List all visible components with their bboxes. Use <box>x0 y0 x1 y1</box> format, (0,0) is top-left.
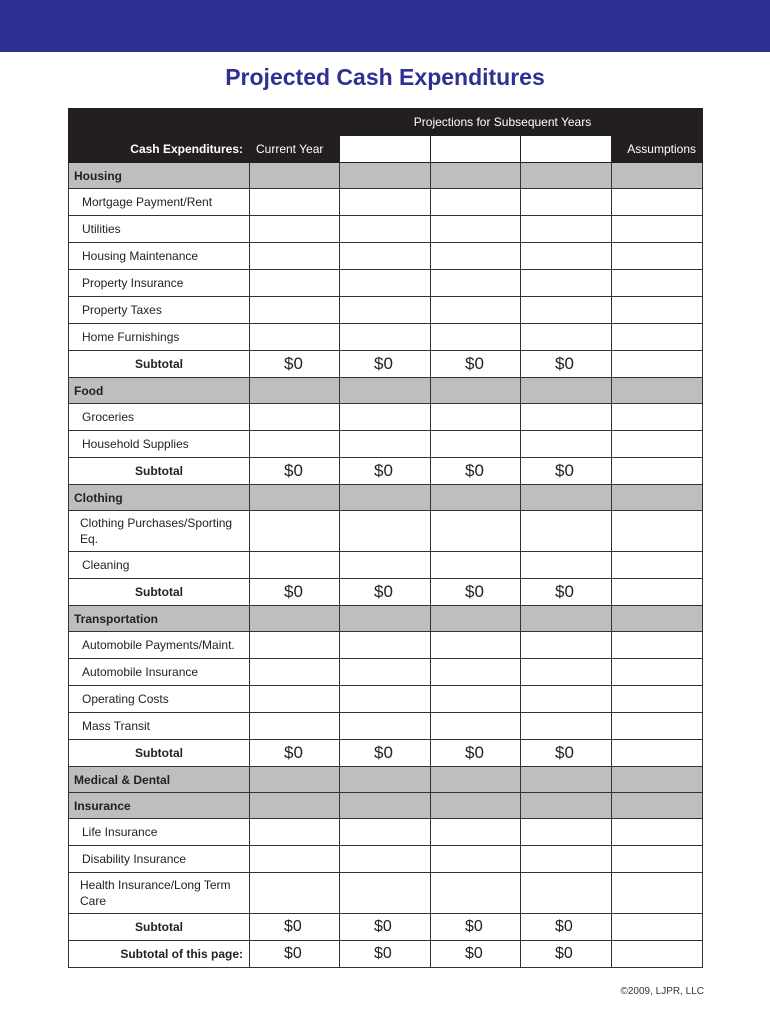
table-row <box>69 324 703 351</box>
table-row <box>69 270 703 297</box>
table-row <box>69 216 703 243</box>
subtotal-value: $0 <box>521 458 612 485</box>
section-label: Housing <box>69 163 250 189</box>
row-label: Life Insurance <box>69 819 250 846</box>
year-4-input[interactable] <box>521 136 612 163</box>
section-transportation <box>69 606 703 632</box>
assumptions-header: Assumptions <box>612 136 703 163</box>
subtotal-value: $0 <box>340 458 431 485</box>
page-subtotal-value: $0 <box>431 941 521 968</box>
cash-expenditures-header: Cash Expenditures: <box>69 136 250 163</box>
table-row <box>69 819 703 846</box>
copyright-notice: ©2009, LJPR, LLC <box>620 986 704 997</box>
table-row <box>69 189 703 216</box>
section-label: Insurance <box>69 793 250 819</box>
table-row <box>69 873 703 914</box>
table-row <box>69 297 703 324</box>
subtotal-value: $0 <box>521 351 612 378</box>
section-label: Food <box>69 378 250 404</box>
subtotal-value: $0 <box>250 740 340 767</box>
section-insurance <box>69 793 703 819</box>
section-clothing <box>69 485 703 511</box>
current-year-header: Current Year <box>250 136 340 163</box>
row-label: Household Supplies <box>69 431 250 458</box>
subtotal-value: $0 <box>250 579 340 606</box>
subtotal-value: $0 <box>431 914 521 941</box>
table-row <box>69 243 703 270</box>
expenditures-table <box>68 108 703 968</box>
row-label: Housing Maintenance <box>69 243 250 270</box>
row-label: Automobile Payments/Maint. <box>69 632 250 659</box>
subtotal-value: $0 <box>340 740 431 767</box>
subtotal-value: $0 <box>431 458 521 485</box>
subtotal-value: $0 <box>250 458 340 485</box>
page-subtotal-row <box>69 941 703 968</box>
table-row <box>69 404 703 431</box>
row-label: Health Insurance/Long Term Care <box>69 873 250 914</box>
section-label: Transportation <box>69 606 250 632</box>
top-banner <box>0 0 770 52</box>
row-label: Cleaning <box>69 552 250 579</box>
page-subtotal-label: Subtotal of this page: <box>69 941 250 968</box>
row-label: Mortgage Payment/Rent <box>69 189 250 216</box>
subtotal-label: Subtotal <box>69 914 250 941</box>
year-3-input[interactable] <box>431 136 521 163</box>
subtotal-value: $0 <box>340 579 431 606</box>
row-label: Groceries <box>69 404 250 431</box>
subtotal-value: $0 <box>250 351 340 378</box>
header-row-projections <box>69 109 703 136</box>
subtotal-row-transportation <box>69 740 703 767</box>
header-row-columns <box>69 136 703 163</box>
section-label: Clothing <box>69 485 250 511</box>
subtotal-row-clothing <box>69 579 703 606</box>
subtotal-value: $0 <box>521 914 612 941</box>
page-subtotal-value: $0 <box>250 941 340 968</box>
row-label: Automobile Insurance <box>69 659 250 686</box>
row-label: Disability Insurance <box>69 846 250 873</box>
table-row <box>69 552 703 579</box>
table-row <box>69 632 703 659</box>
subtotal-value: $0 <box>250 914 340 941</box>
table-row <box>69 659 703 686</box>
row-label: Property Taxes <box>69 297 250 324</box>
section-label: Medical & Dental <box>69 767 250 793</box>
section-housing <box>69 163 703 189</box>
subtotal-label: Subtotal <box>69 740 250 767</box>
subtotal-value: $0 <box>340 351 431 378</box>
table-row <box>69 846 703 873</box>
subtotal-value: $0 <box>340 914 431 941</box>
page-subtotal-value: $0 <box>521 941 612 968</box>
table-row <box>69 431 703 458</box>
row-label: Utilities <box>69 216 250 243</box>
table-row <box>69 511 703 552</box>
projections-header: Projections for Subsequent Years <box>340 109 612 136</box>
subtotal-value: $0 <box>521 740 612 767</box>
subtotal-label: Subtotal <box>69 351 250 378</box>
subtotal-label: Subtotal <box>69 579 250 606</box>
row-label: Property Insurance <box>69 270 250 297</box>
row-label: Home Furnishings <box>69 324 250 351</box>
subtotal-row-food <box>69 458 703 485</box>
row-label: Clothing Purchases/Sporting Eq. <box>69 511 250 552</box>
subtotal-row-insurance <box>69 914 703 941</box>
section-medical-dental <box>69 767 703 793</box>
subtotal-value: $0 <box>431 740 521 767</box>
table-row <box>69 686 703 713</box>
subtotal-label: Subtotal <box>69 458 250 485</box>
row-label: Operating Costs <box>69 686 250 713</box>
table-row <box>69 713 703 740</box>
subtotal-value: $0 <box>521 579 612 606</box>
subtotal-value: $0 <box>431 579 521 606</box>
row-label: Mass Transit <box>69 713 250 740</box>
page-subtotal-value: $0 <box>340 941 431 968</box>
year-2-input[interactable] <box>340 136 431 163</box>
subtotal-value: $0 <box>431 351 521 378</box>
subtotal-row-housing <box>69 351 703 378</box>
section-food <box>69 378 703 404</box>
page-title: Projected Cash Expenditures <box>225 64 545 90</box>
